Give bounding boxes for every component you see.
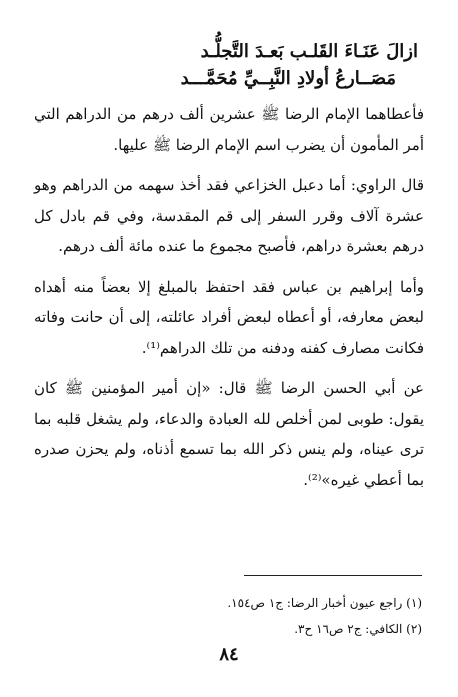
footnote-1: (١) راجع عيون أخبار الرضا: ج١ ص١٥٤. [227,596,422,610]
main-text [34,99,424,505]
paragraph-2: قال الراوي: أما دعبل الخزاعي فقد أخذ سهمه من الدراهم وهو عشرة آلاف وقرر السفر إلى قم المقدسة، وفي قم بادل كل درهم بعشرة دراهم، فأصبح مجموع ما عنده مائة ألف درهم. [34,176,424,255]
footnotes [42,590,422,642]
footnote-divider [244,575,422,576]
page-number: ٨٤ [219,644,239,665]
footnote-2: (٢) الكافي: ج٢ ص١٦ ح٣. [294,622,422,636]
poem-line-2: مَصَــارعُ أولادِ النَّبِــيِّ مُحَمَّـــد [180,68,396,89]
poem-header [38,38,418,92]
poem-line-1: ازالَ عَنَـاءَ القَلـب بَعـدَ التَّجلُّـد [200,41,418,62]
paragraph-1: فأعطاهما الإمام الرضا ﷺ عشرين ألف درهم من الدراهم التي أمر المأمون أن يضرب اسم الإمام الرضا ﷺ عليها. [34,105,424,154]
paragraph-4: عن أبي الحسن الرضا ﷺ قال: «إن أمير المؤمنين ﷺ كان يقول: طوبى لمن أخلص لله العبادة والدعاء، ولم يشغل قلبه بما ترى عيناه، ولم ينس ذكر الله بما تسمع أذناه، ولم يحزن صدره بما أعطي غيره»⁽²⁾. [34,379,424,489]
paragraph-3: وأما إبراهيم بن عباس فقد احتفظ بالمبلغ إلا بعضاً منه أهداه لبعض معارفه، أو أعطاه لبعض أفراد عائلته، إلى أن حانت وفاته فكانت مصارف كفنه ودفنه من تلك الدراهم⁽¹⁾. [34,277,424,357]
